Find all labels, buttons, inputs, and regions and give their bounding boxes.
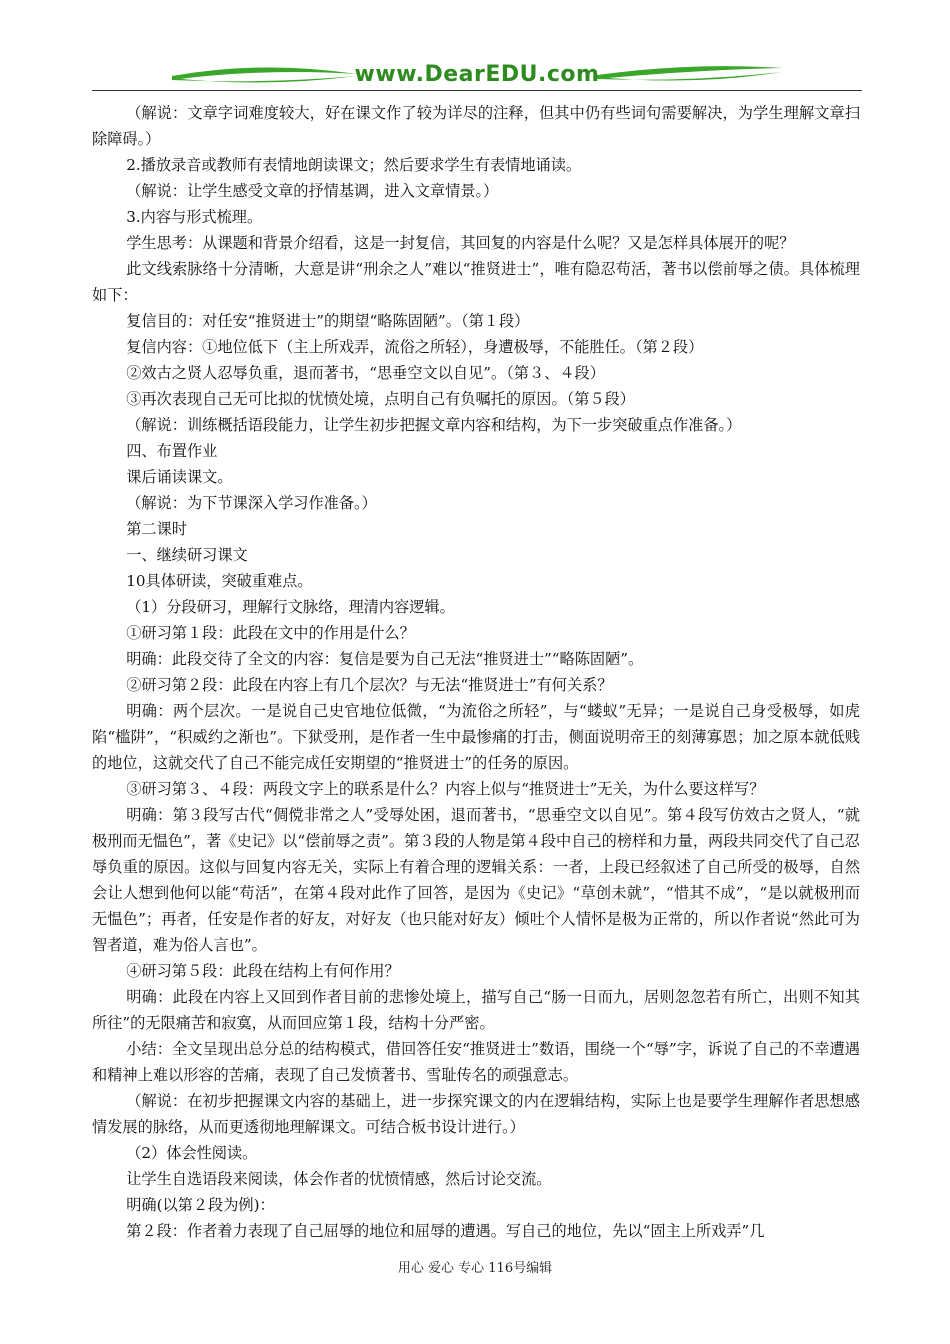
section-heading: 一、继续研习课文 <box>126 546 248 564</box>
paragraph: 明确：此段在内容上又回到作者目前的悲惨处境上，描写自己“肠一日而九，居则忽忽若有所亡，出则不知其所往”的无限痛苦和寂寞，从而回应第１段，结构十分严密。 <box>92 988 860 1032</box>
paragraph: 小结：全文呈现出总分总的结构模式，借回答任安“推贤进士”数语，围绕一个“辱”字，诉说了自己的不幸遭遇和精神上难以形容的苦痛，表现了自己发愤著书、雪耻传名的顽强意志。 <box>92 1040 860 1084</box>
paragraph: 10具体研读，突破重难点。 <box>126 572 313 590</box>
paragraph: （解说：文章字词难度较大，好在课文作了较为详尽的注释，但其中仍有些词句需要解决，为学生理解文章扫除障碍。） <box>92 104 860 148</box>
paragraph: （解说：在初步把握课文内容的基础上，进一步探究课文的内在逻辑结构，实际上也是要学生理解作者思想感情发展的脉络，从而更透彻地理解课文。可结合板书设计进行。） <box>92 1092 860 1136</box>
header-rule <box>92 90 862 91</box>
paragraph: 复信目的：对任安“推贤进士”的期望“略陈固陋”。（第１段） <box>126 312 530 330</box>
site-logo-text[interactable]: www.DearEDU.com <box>354 62 600 87</box>
paragraph: 此文线索脉络十分清晰，大意是讲“刑余之人”难以“推贤进士”，唯有隐忍苟活，著书以偿前辱之债。具体梳理如下： <box>92 260 860 304</box>
paragraph: （解说：训练概括语段能力，让学生初步把握文章内容和结构，为下一步突破重点作准备。） <box>126 416 742 434</box>
document-body <box>92 100 860 1244</box>
paragraph: （解说：为下节课深入学习作准备。） <box>126 494 377 512</box>
paragraph: （1）分段研习，理解行文脉络，理清内容逻辑。 <box>126 598 455 616</box>
paragraph: 明确(以第２段为例)： <box>126 1196 275 1214</box>
paragraph: 2.播放录音或教师有表情地朗读课文；然后要求学生有表情地诵读。 <box>126 156 582 174</box>
page-footer: 用心 爱心 专心 116号编辑 <box>397 1261 553 1276</box>
paragraph: 明确：此段交待了全文的内容：复信是要为自己无法“推贤进士”“略陈固陋”。 <box>126 650 644 668</box>
paragraph: （解说：让学生感受文章的抒情基调，进入文章情景。） <box>126 182 499 200</box>
paragraph: ④研习第５段：此段在结构上有何作用？ <box>126 962 400 980</box>
paragraph: 学生思考：从课题和背景介绍看，这是一封复信，其回复的内容是什么呢？又是怎样具体展开的呢？ <box>126 234 795 252</box>
paragraph: ③再次表现自己无可比拟的忧愤处境，点明自己有负嘱托的原因。（第５段） <box>126 390 635 408</box>
header-logo <box>92 58 862 92</box>
section-heading: 四、布置作业 <box>126 442 218 460</box>
paragraph: 课后诵读课文。 <box>126 468 233 486</box>
paragraph: 让学生自选语段来阅读，体会作者的忧愤情感，然后讨论交流。 <box>126 1170 552 1188</box>
paragraph: 明确：两个层次。一是说自己史官地位低微，“为流俗之所轻”，与“蝼蚁”无异；一是说自己身受极辱，如虎陷“槛阱”，“积威约之渐也”。下狱受刑，是作者一生中最惨痛的打击，侧面说明帝王的刻薄寡恩；加之原本就低贱的地位，这就交代了自己不能完成任安期望的“推贤进士”的任务的原因。 <box>92 702 860 772</box>
paragraph: （2）体会性阅读。 <box>126 1144 258 1162</box>
section-heading: 第二课时 <box>126 520 187 538</box>
paragraph: 复信内容：①地位低下（主上所戏弄，流俗之所轻），身遭极辱，不能胜任。（第２段） <box>126 338 704 356</box>
paragraph: ②研习第２段：此段在内容上有几个层次？与无法“推贤进士”有何关系？ <box>126 676 613 694</box>
paragraph: ①研习第１段：此段在文中的作用是什么？ <box>126 624 415 642</box>
paragraph: 第２段：作者着力表现了自己屈辱的地位和屈辱的遭遇。写自己的地位，先以“固主上所戏弄”几 <box>126 1222 765 1240</box>
paragraph: 3.内容与形式梳理。 <box>126 208 263 226</box>
paragraph: ③研习第３、４段：两段文字上的联系是什么？内容上似与“推贤进士”无关，为什么要这样写？ <box>126 780 765 798</box>
paragraph: ②效古之贤人忍辱负重，退而著书，“思垂空文以自见”。（第３、４段） <box>126 364 605 382</box>
paragraph: 明确：第３段写古代“倜傥非常之人”受辱处困，退而著书，“思垂空文以自见”。第４段写仿效古之贤人，“就极刑而无愠色”，著《史记》以“偿前辱之责”。第３段的人物是第４段中自己的榜样和力量，两段共同交代了自己忍辱负重的原因。这似与回复内容无关，实际上有着合理的逻辑关系：一者，上段已经叙述了自己所受的极辱，自然会让人想到他何以能“苟活”，在第４段对此作了回答，是因为《史记》“草创未就”，“惜其不成”，“是以就极刑而无愠色”；再者，任安是作者的好友，对好友（也只能对好友）倾吐个人情怀是极为正常的，所以作者说“然此可为智者道，难为俗人言也”。 <box>92 806 860 954</box>
